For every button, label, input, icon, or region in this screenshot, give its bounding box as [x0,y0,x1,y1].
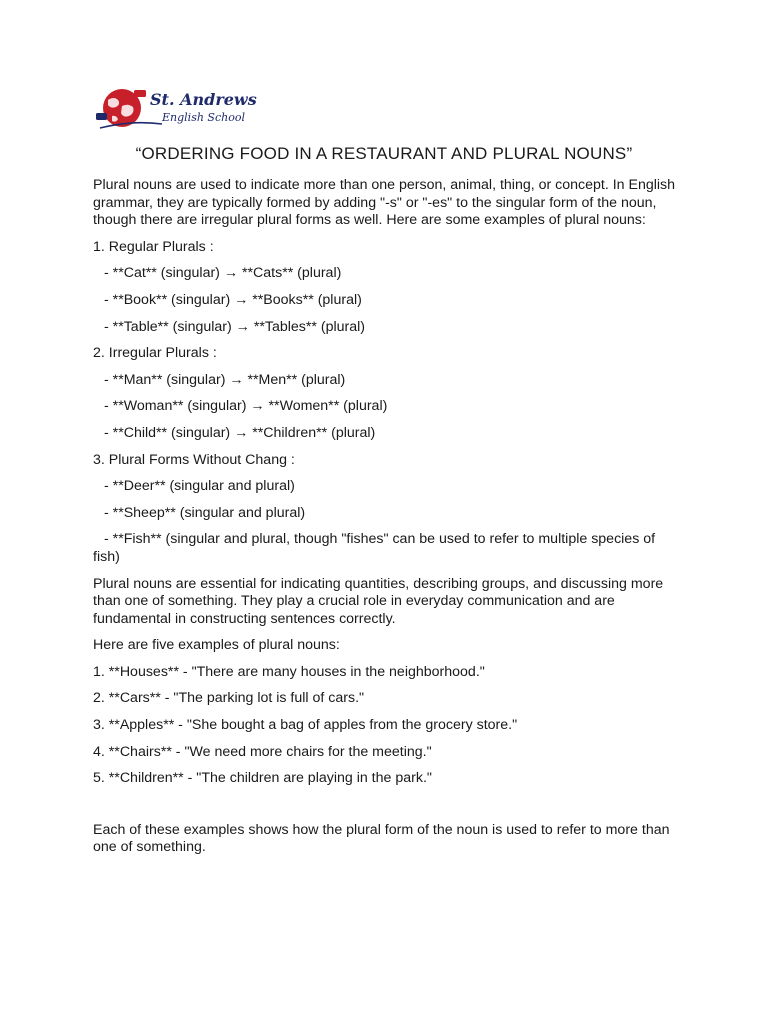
document-body [93,177,683,866]
list-item: - **Man** (singular) → **Men** (plural) [104,371,346,388]
list-item: - **Woman** (singular) → **Women** (plural) [104,398,388,415]
examples-intro: Here are five examples of plural nouns: [93,637,340,654]
logo-line1: St. Andrews [150,90,257,109]
example-item: 3. **Apples** - "She bought a bag of apples from the grocery store." [93,717,518,734]
logo-line2: English School [162,111,245,124]
document-title: “ORDERING FOOD IN A RESTAURANT AND PLURAL NOUNS” [135,144,633,163]
closing-paragraph: Each of these examples shows how the plural form of the noun is used to refer to more than one of something. [93,821,670,856]
intro-paragraph: Plural nouns are used to indicate more than one person, animal, thing, or concept. In English grammar, they are typically formed by adding "-s" or "-es" to the singular form of the noun, though there are irregular plural forms as well. Here are some examples of plural nouns: [93,177,676,229]
example-item: 4. **Chairs** - "We need more chairs for the meeting." [93,743,432,760]
example-item: 2. **Cars** - "The parking lot is full of cars." [93,690,365,707]
list-item: - **Deer** (singular and plural) [104,478,295,495]
list-item: - **Book** (singular) → **Books** (plural) [104,291,362,308]
example-item: 5. **Children** - "The children are playing in the park." [93,770,432,787]
list-item: - **Sheep** (singular and plural) [104,504,306,521]
list-item: - **Cat** (singular) → **Cats** (plural) [104,265,342,282]
section-heading: 1. Regular Plurals : [93,238,214,255]
section-heading: 2. Irregular Plurals : [93,345,217,362]
school-logo [92,84,262,134]
list-item: - **Child** (singular) → **Children** (plural) [104,424,376,441]
list-item: - **Table** (singular) → **Tables** (plural) [104,318,365,335]
section-heading: 3. Plural Forms Without Chang : [93,451,295,468]
body-paragraph: Plural nouns are essential for indicating quantities, describing groups, and discussing more than one of something. They play a crucial role in everyday communication and are fundamental in constructing sentences correctly. [93,575,664,627]
list-item: - **Fish** (singular and plural, though "fishes" can be used to refer to multiple species of fish) [93,531,656,565]
example-item: 1. **Houses** - "There are many houses in the neighborhood." [93,663,485,680]
